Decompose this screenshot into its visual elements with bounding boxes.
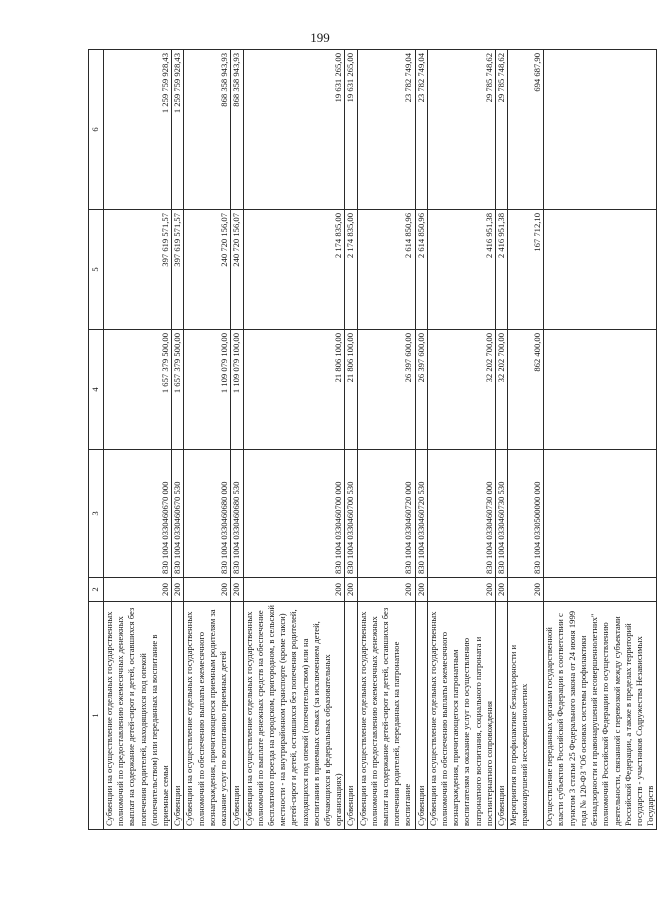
row-admin-code — [544, 578, 657, 602]
table-row — [427, 50, 495, 830]
row-budget-code: 830 1004 0330500000 000 — [508, 450, 544, 578]
row-budget-code: 830 1004 0330460670 530 — [172, 450, 184, 578]
page-number: 199 — [310, 30, 330, 45]
row-admin-code: 200 — [415, 578, 427, 602]
row-approved: 26 397 600,00 — [357, 330, 415, 450]
row-unexecuted: 29 785 748,62 — [496, 50, 508, 210]
row-budget-code: 830 1004 0330460700 530 — [345, 450, 357, 578]
row-admin-code: 200 — [172, 578, 184, 602]
row-unexecuted: 1 259 759 928,43 — [172, 50, 184, 210]
rotated-table-frame — [88, 50, 656, 830]
row-admin-code: 200 — [345, 578, 357, 602]
row-admin-code: 200 — [496, 578, 508, 602]
row-unexecuted: 23 782 749,04 — [357, 50, 415, 210]
row-approved — [544, 330, 657, 450]
row-approved: 32 202 700,00 — [427, 330, 495, 450]
row-budget-code: 830 1004 0330460730 530 — [496, 450, 508, 578]
row-name: Мероприятия по профилактике безнадзорности и правонарушений несовершеннолетних — [508, 602, 544, 830]
budget-execution-table — [88, 49, 657, 830]
row-admin-code: 200 — [184, 578, 231, 602]
row-budget-code: 830 1004 0330460700 000 — [243, 450, 345, 578]
row-unexecuted — [544, 50, 657, 210]
row-executed: 2 416 951,38 — [496, 210, 508, 330]
header-col-6: 6 — [89, 50, 104, 210]
table-row — [184, 50, 231, 830]
row-approved: 1 109 079 100,00 — [184, 330, 231, 450]
row-admin-code: 200 — [427, 578, 495, 602]
row-budget-code: 830 1004 0330460730 000 — [427, 450, 495, 578]
row-budget-code — [544, 450, 657, 578]
table-row — [415, 50, 427, 830]
row-budget-code: 830 1004 0330460720 000 — [357, 450, 415, 578]
row-admin-code: 200 — [508, 578, 544, 602]
table-row — [345, 50, 357, 830]
row-name: Субвенции — [172, 602, 184, 830]
row-name: Субвенции на осуществление отдельных государственных полномочий по предоставлению ежемесячных денежных выплат на содержание детей-сирот и детей, оставшихся без попечения родителей, переданных на патронатное воспитание — [357, 602, 415, 830]
header-col-4: 4 — [89, 330, 104, 450]
row-approved: 1 657 379 500,00 — [104, 330, 172, 450]
row-approved: 1 657 379 500,00 — [172, 330, 184, 450]
row-admin-code: 200 — [231, 578, 243, 602]
table-row — [172, 50, 184, 830]
row-approved: 21 806 100,00 — [345, 330, 357, 450]
row-executed: 2 614 850,96 — [415, 210, 427, 330]
row-admin-code: 200 — [104, 578, 172, 602]
row-unexecuted: 19 631 265,00 — [345, 50, 357, 210]
row-unexecuted: 23 782 749,04 — [415, 50, 427, 210]
row-executed — [544, 210, 657, 330]
row-unexecuted: 19 631 265,00 — [243, 50, 345, 210]
header-col-1: 1 — [89, 602, 104, 830]
row-unexecuted: 868 358 943,93 — [184, 50, 231, 210]
row-approved: 1 109 079 100,00 — [231, 330, 243, 450]
table-row — [508, 50, 544, 830]
row-approved: 21 806 100,00 — [243, 330, 345, 450]
header-col-5: 5 — [89, 210, 104, 330]
row-name: Субвенции на осуществление отдельных государственных полномочий по обеспечению выплаты ежемесячного вознаграждения, причитающегося патронатным воспитателям за оказание услуг по осуществлению патронатного воспитания, социального патроната и постинтернатного сопровождения — [427, 602, 495, 830]
row-executed: 240 720 156,07 — [184, 210, 231, 330]
row-name: Осуществление переданных органам государственной власти субъектов Российской Федерации в соответствии с пунктом 3 статьи 25 Федерального закона от 24 июня 1999 года № 120-ФЗ "Об основах системы профилактики безнадзорности и правонарушений несовершеннолетних" полномочий Российской Федерации по осуществлению деятельности, связанной с перевозкой между субъектами Российской Федерации, а также в пределах территорий государств - участников Содружества Независимых Государств — [544, 602, 657, 830]
row-budget-code: 830 1004 0330460670 000 — [104, 450, 172, 578]
table-header-row — [89, 50, 104, 830]
row-name: Субвенции на осуществление отдельных государственных полномочий по выплате денежных средств на обеспечение бесплатного проезда на городском, пригородном, в сельской местности - на внутрирайонном транспорте (кроме такси) детей-сирот и детей, оставшихся без попечения родителей, находящихся под опекой (попечительством) или на воспитании в приемных семьях (за исключением детей, обучающихся в федеральных образовательных организациях) — [243, 602, 345, 830]
row-unexecuted: 1 259 759 928,43 — [104, 50, 172, 210]
row-budget-code: 830 1004 0330460720 530 — [415, 450, 427, 578]
row-name: Субвенции на осуществление отдельных государственных полномочий по предоставлению ежемесячных денежных выплат на содержание детей-сирот и детей, оставшихся без попечения родителей, находящихся под опекой (попечительством) или переданных на воспитание в приемные семьи — [104, 602, 172, 830]
row-executed: 2 174 835,00 — [345, 210, 357, 330]
row-unexecuted: 29 785 748,62 — [427, 50, 495, 210]
row-executed: 2 614 850,96 — [357, 210, 415, 330]
row-budget-code: 830 1004 0330460680 000 — [184, 450, 231, 578]
header-col-2: 2 — [89, 578, 104, 602]
row-approved: 862 400,00 — [508, 330, 544, 450]
row-executed: 2 416 951,38 — [427, 210, 495, 330]
table-row — [544, 50, 657, 830]
row-admin-code: 200 — [243, 578, 345, 602]
row-executed: 397 619 571,57 — [172, 210, 184, 330]
row-budget-code: 830 1004 0330460680 530 — [231, 450, 243, 578]
row-approved: 32 202 700,00 — [496, 330, 508, 450]
header-col-3: 3 — [89, 450, 104, 578]
table-container — [88, 50, 656, 830]
table-row — [104, 50, 172, 830]
table-row — [357, 50, 415, 830]
row-approved: 26 397 600,00 — [415, 330, 427, 450]
row-name: Субвенции — [415, 602, 427, 830]
row-unexecuted: 868 358 943,93 — [231, 50, 243, 210]
row-executed: 167 712,10 — [508, 210, 544, 330]
row-name: Субвенции — [231, 602, 243, 830]
table-row — [243, 50, 345, 830]
row-executed: 240 720 156,07 — [231, 210, 243, 330]
row-name: Субвенции на осуществление отдельных государственных полномочий по обеспечению выплаты ежемесячного вознаграждения, причитающегося приемным родителям за оказание услуг по воспитанию приемных детей — [184, 602, 231, 830]
table-row — [231, 50, 243, 830]
table-row — [496, 50, 508, 830]
row-name: Субвенции — [345, 602, 357, 830]
row-admin-code: 200 — [357, 578, 415, 602]
row-unexecuted: 694 687,90 — [508, 50, 544, 210]
row-executed: 397 619 571,57 — [104, 210, 172, 330]
row-name: Субвенции — [496, 602, 508, 830]
row-executed: 2 174 835,00 — [243, 210, 345, 330]
